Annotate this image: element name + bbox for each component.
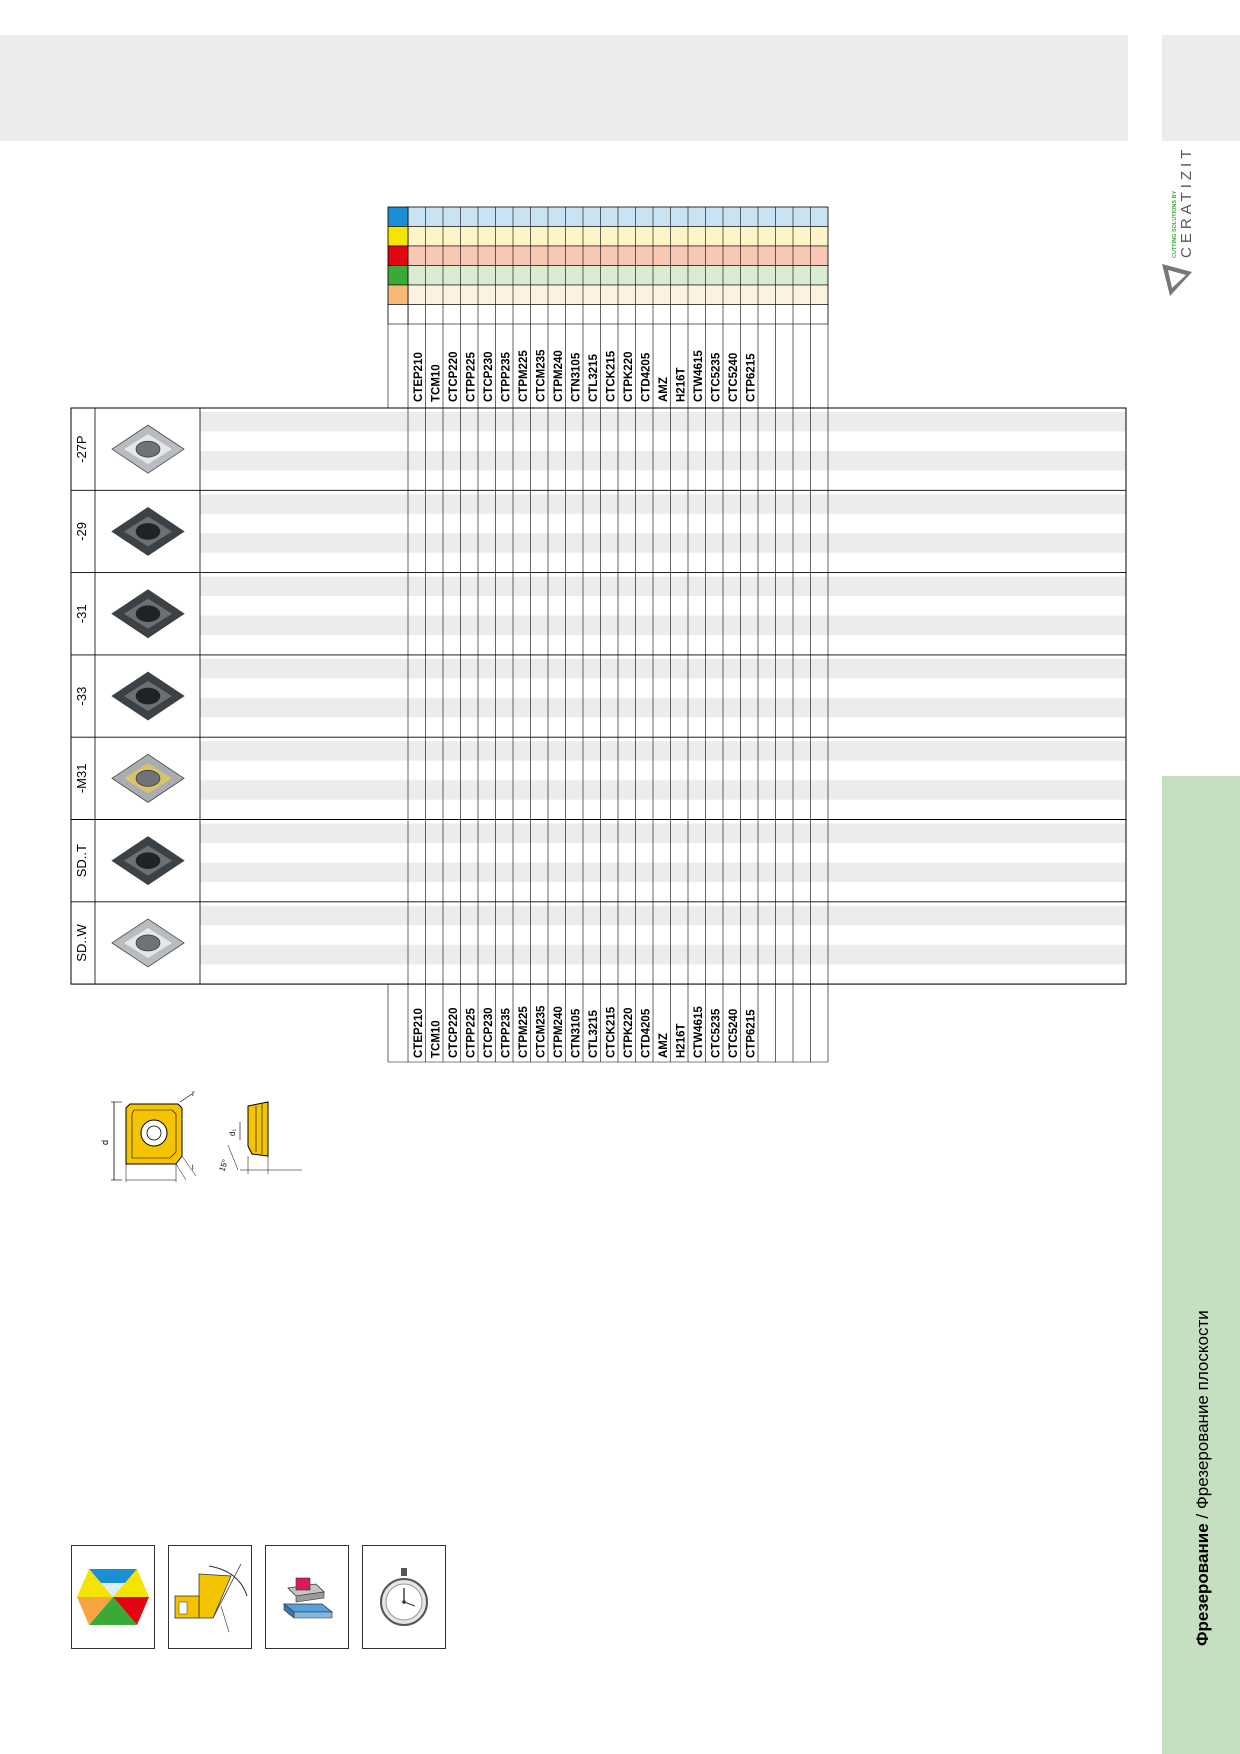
material-group-swatch [388,305,408,325]
grade-label-top: CTPP235 [500,352,513,402]
grade-label-bottom: CTC5235 [710,1008,723,1058]
material-group-swatch [388,227,408,247]
insert-hole [136,441,160,457]
geometry-label: SD..W [74,924,89,962]
grade-label-bottom: CTCP220 [447,1007,460,1058]
grade-label-top: AMZ [657,377,670,402]
label-d: d [100,1139,110,1145]
insert-hole [136,770,160,786]
insert-hole [136,688,160,704]
grade-label-top: CTCP230 [482,351,495,402]
material-group-swatch [388,246,408,266]
row-stripe [200,863,1126,883]
grade-label-top: CTCK215 [605,350,618,402]
grade-label-bottom: H216T [675,1023,688,1058]
row-stripe [200,906,1126,926]
sidebar-title-regular: Фрезерование плоскости [1193,1310,1212,1510]
label-d1: d₁ [228,1128,237,1136]
grade-label-bottom: CTD4205 [640,1008,653,1058]
geometry-label: -29 [74,522,89,541]
grade-label-top: CTW4615 [692,350,705,402]
label-l: l [192,1165,194,1172]
ceratizit-logo [1158,146,1200,300]
sidebar-title-separator: / [1193,1509,1212,1524]
geometry-label: -31 [74,604,89,624]
workpiece-clamp-icon [265,1545,349,1649]
row-stripe [200,945,1126,965]
row-stripe [200,659,1126,679]
grade-label-bottom: CTC5240 [727,1008,740,1058]
grade-label-bottom: TCM10 [430,1020,443,1058]
row-stripe [200,577,1126,597]
material-group-swatch [388,266,408,286]
row-stripe [200,698,1126,718]
grade-label-top: CTC5235 [710,352,723,402]
sidebar-title-bold: Фрезерование [1193,1523,1212,1646]
grade-label-bottom: CTPP225 [465,1008,478,1058]
grade-label-bottom: CTEP210 [412,1008,425,1058]
label-r: r [192,1090,195,1098]
grade-label-bottom: CTCP230 [482,1007,495,1058]
row-stripe [200,780,1126,800]
material-group-swatch [388,285,408,305]
row-stripe [200,533,1126,553]
grade-label-top: CTEP210 [412,352,425,402]
logo-tagline: CUTTING SOLUTIONS BY [1172,190,1178,258]
insert-dimension-diagram [100,1090,310,1195]
grade-label-top: CTP6215 [745,353,758,402]
grade-label-top: CTPM225 [517,350,530,402]
grade-label-top: CTPP225 [465,352,478,402]
insert-hole [136,935,160,951]
geometry-label: -33 [74,686,89,706]
grade-label-top: CTL3215 [587,354,600,402]
grade-label-bottom: CTN3105 [570,1008,583,1058]
row-stripe [200,824,1126,844]
grade-label-top: CTCM235 [535,349,548,402]
grade-label-top: CTN3105 [570,352,583,402]
material-group-swatch [388,207,408,227]
row-stripe [200,451,1126,471]
grade-label-top: CTC5240 [727,352,740,402]
geometry-label: SD..T [74,844,89,878]
grade-label-bottom: CTL3215 [587,1010,600,1058]
grade-label-bottom: CTP6215 [745,1009,758,1058]
geometry-label: -M31 [74,763,89,794]
grade-label-bottom: CTCK215 [605,1006,618,1058]
grade-label-bottom: CTCM235 [535,1005,548,1058]
material-hexagon-icon [71,1545,155,1649]
geometry-label: -27P [74,435,89,463]
grade-label-top: CTCP220 [447,351,460,402]
row-stripe [200,741,1126,761]
row-stripe [200,616,1126,636]
insert-hole [136,606,160,622]
grade-label-bottom: CTPM240 [552,1006,565,1058]
grade-label-top: CTPM240 [552,350,565,402]
grade-label-top: CTD4205 [640,352,653,402]
grade-label-top: CTPK220 [622,351,635,402]
row-stripe [200,412,1126,432]
grade-label-bottom: AMZ [657,1033,670,1058]
grade-label-bottom: CTW4615 [692,1006,705,1058]
logo-name: CERATIZIT [1178,146,1195,258]
grade-label-bottom: CTPK220 [622,1007,635,1058]
label-angle: 15° [217,1158,231,1173]
grade-label-top: H216T [675,367,688,402]
cutting-angle-icon [168,1545,252,1649]
insert-hole [136,853,160,869]
sidebar-title [1162,776,1240,1754]
insert-hole [136,523,160,539]
header-band-right [1162,35,1240,141]
grade-label-top: TCM10 [430,364,443,402]
grade-label-bottom: CTPP235 [500,1008,513,1058]
grade-label-bottom: CTPM225 [517,1006,530,1058]
stopwatch-icon [362,1545,446,1649]
row-stripe [200,494,1126,514]
